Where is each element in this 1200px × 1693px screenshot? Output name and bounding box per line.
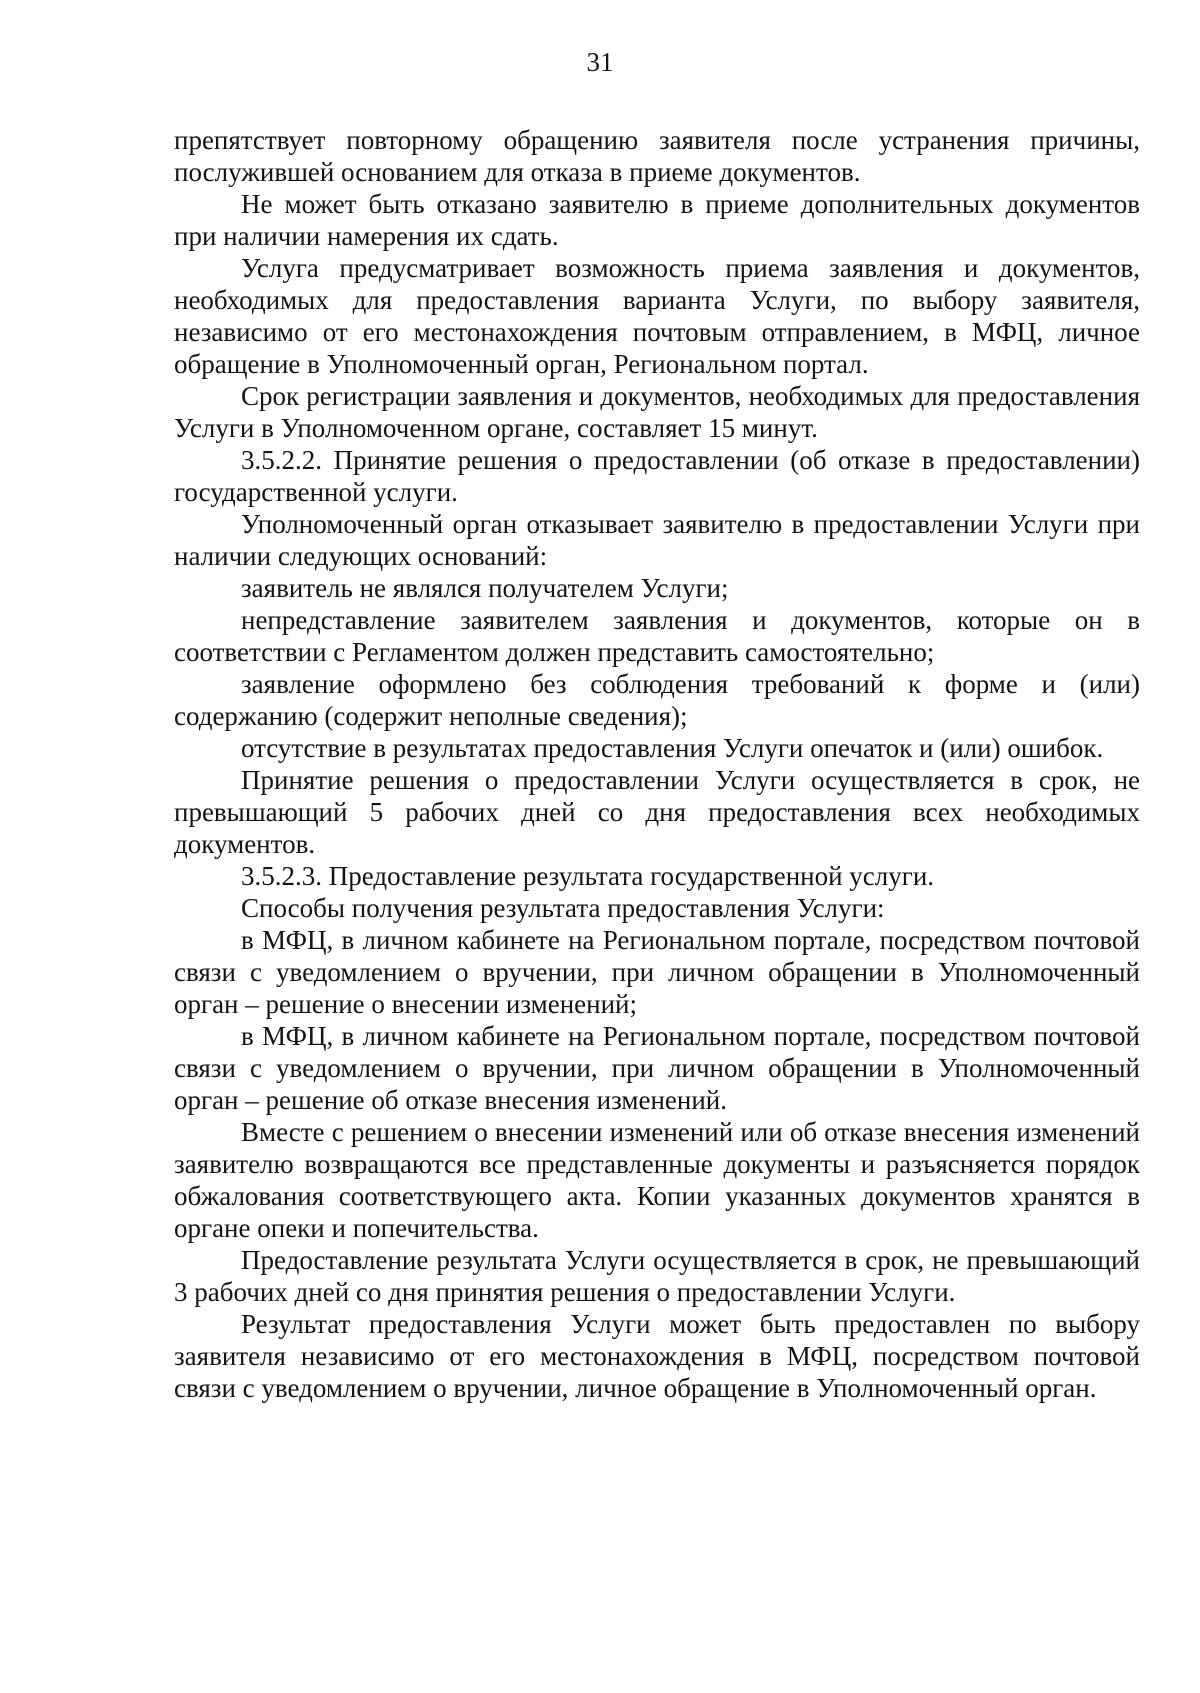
paragraph: Уполномоченный орган отказывает заявителю в предоставлении Услуги при наличии следующих оснований:	[174, 509, 1140, 571]
list-item: непредставление заявителем заявления и документов, которые он в соответствии с Регламентом должен представить самостоятельно;	[174, 605, 1140, 667]
paragraph: Предоставление результата Услуги осуществляется в срок, не превышающий 3 рабочих дней со дня принятия решения о предоставлении Услуги.	[174, 1245, 1140, 1307]
document-body	[174, 124, 1140, 1404]
paragraph-continuation: препятствует повторному обращению заявителя после устранения причины, послужившей основанием для отказа в приеме документов.	[174, 125, 1140, 187]
paragraph: Способы получения результата предоставления Услуги:	[241, 893, 885, 923]
paragraph: Срок регистрации заявления и документов, необходимых для предоставления Услуги в Уполномоченном органе, составляет 15 минут.	[174, 381, 1140, 443]
paragraph: Принятие решения о предоставлении Услуги осуществляется в срок, не превышающий 5 рабочих дней со дня предоставления всех необходимых документов.	[174, 765, 1140, 859]
section-heading: 3.5.2.3. Предоставление результата государственной услуги.	[241, 861, 935, 891]
list-item: в МФЦ, в личном кабинете на Региональном портале, посредством почтовой связи с уведомлением о вручении, при личном обращении в Уполномоченный орган – решение об отказе внесения изменений.	[174, 1021, 1140, 1115]
list-item: заявление оформлено без соблюдения требований к форме и (или) содержанию (содержит неполные сведения);	[174, 669, 1140, 731]
paragraph: Не может быть отказано заявителю в приеме дополнительных документов при наличии намерения их сдать.	[174, 189, 1140, 251]
list-item: отсутствие в результатах предоставления Услуги опечаток и (или) ошибок.	[241, 733, 1104, 763]
paragraph: Результат предоставления Услуги может быть предоставлен по выбору заявителя независимо от его местонахождения в МФЦ, посредством почтовой связи с уведомлением о вручении, личное обращение в Уполномоченный орган.	[174, 1309, 1140, 1403]
paragraph: Услуга предусматривает возможность приема заявления и документов, необходимых для предоставления варианта Услуги, по выбору заявителя, независимо от его местонахождения почтовым отправлением, в МФЦ, личное обращение в Уполномоченный орган, Региональном портал.	[174, 253, 1140, 379]
list-item: заявитель не являлся получателем Услуги;	[241, 573, 729, 603]
paragraph: Вместе с решением о внесении изменений или об отказе внесения изменений заявителю возвращаются все представленные документы и разъясняется порядок обжалования соответствующего акта. Копии указанных документов хранятся в органе опеки и попечительства.	[174, 1117, 1140, 1243]
list-item: в МФЦ, в личном кабинете на Региональном портале, посредством почтовой связи с уведомлением о вручении, при личном обращении в Уполномоченный орган – решение о внесении изменений;	[174, 925, 1140, 1019]
page-number: 31	[586, 47, 614, 77]
section-heading: 3.5.2.2. Принятие решения о предоставлении (об отказе в предоставлении) государственной услуги.	[174, 445, 1140, 507]
